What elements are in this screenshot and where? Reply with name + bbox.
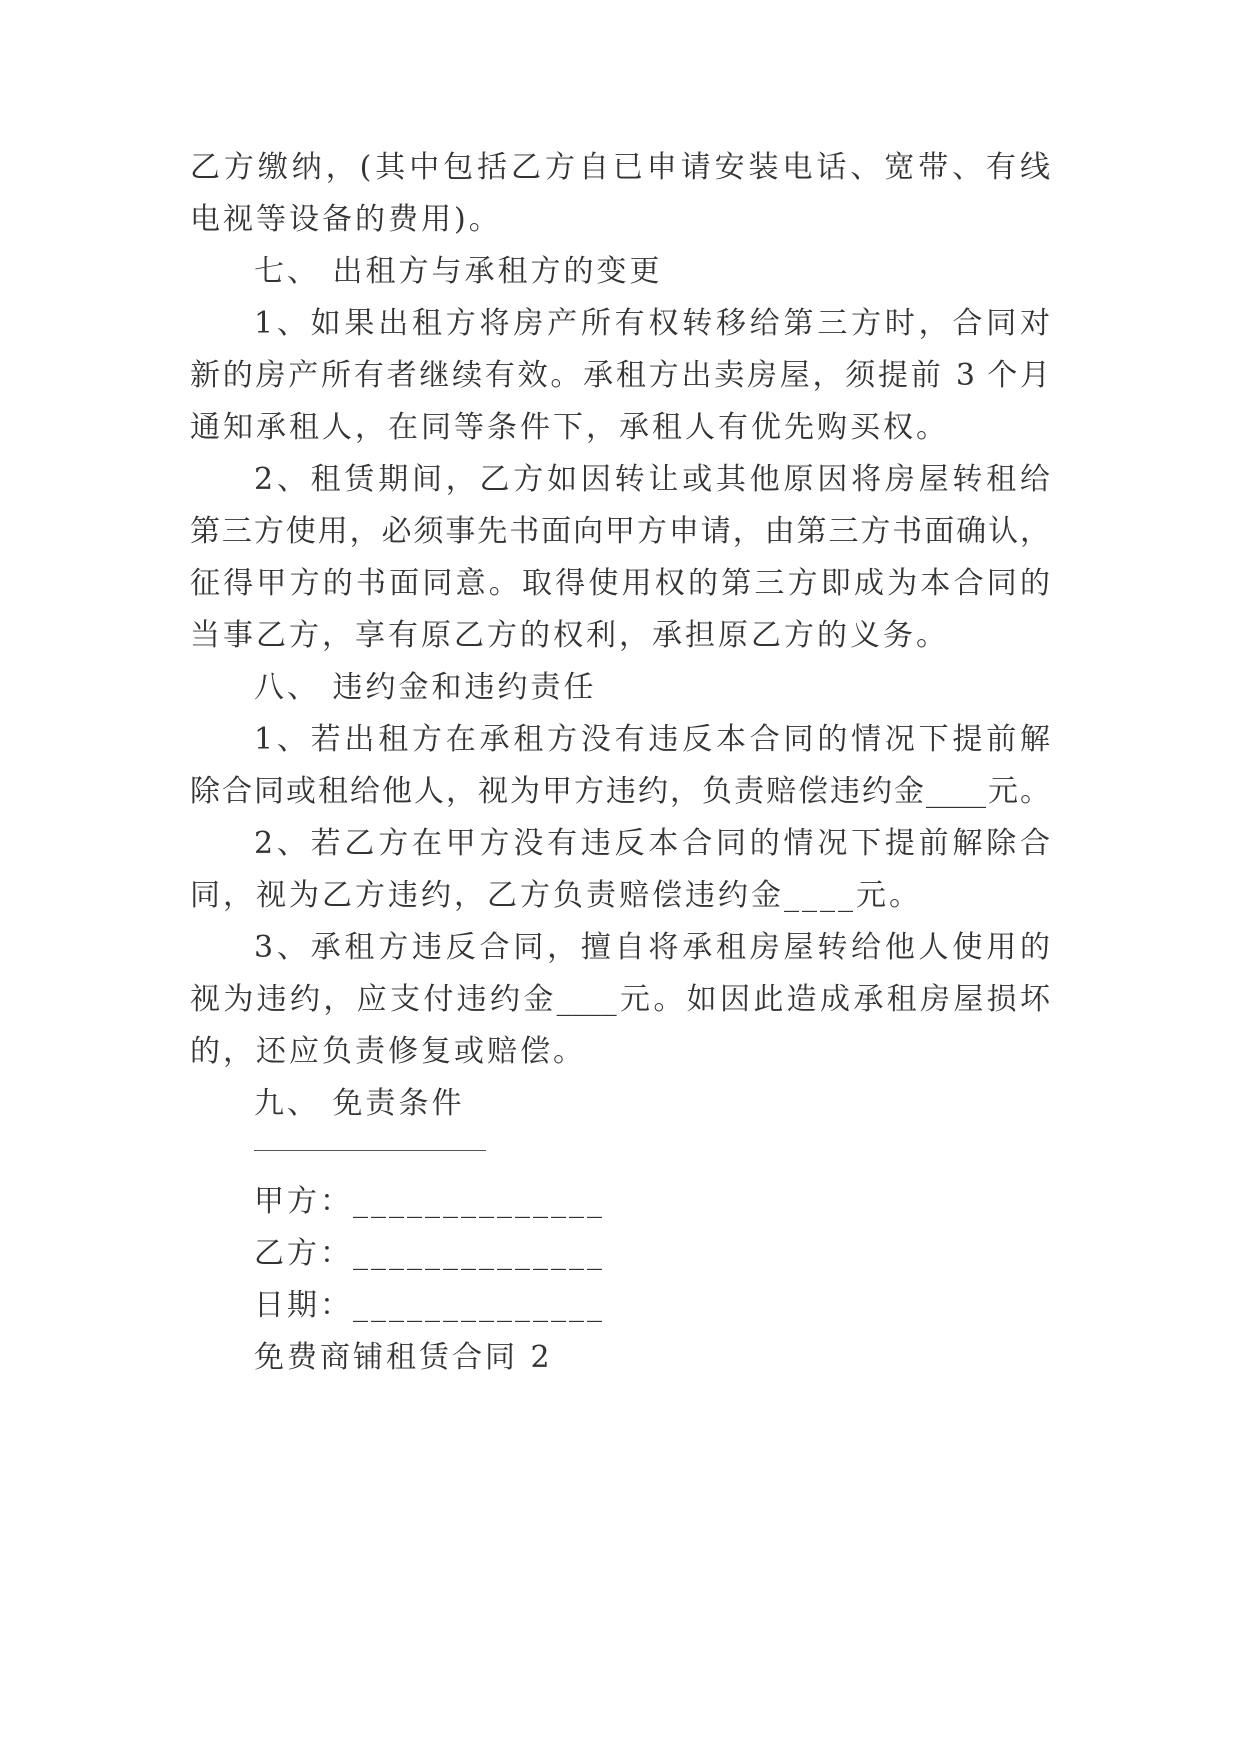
paragraph-line: 当事乙方，享有原乙方的权利，承担原乙方的义务。 (190, 618, 949, 653)
paragraph-line: 电视等设备的费用)。 (190, 202, 502, 237)
paragraph-line: 3、承租方违反合同，擅自将承租房屋转给他人使用的 (254, 930, 1050, 965)
paragraph-line: 新的房产所有者继续有效。承租方出卖房屋，须提前 3 个月 (190, 358, 1050, 393)
blank-rule (254, 1150, 486, 1151)
paragraph-line: 1、若出租方在承租方没有违反本合同的情况下提前解 (254, 722, 1050, 757)
paragraph-line: 通知承租人，在同等条件下，承租人有优先购买权。 (190, 410, 949, 445)
signature-party-b: 乙方：______________ (254, 1236, 605, 1271)
paragraph-line: 同，视为乙方违约，乙方负责赔偿违约金____元。 (190, 878, 922, 913)
next-document-title: 免费商铺租赁合同 2 (254, 1340, 553, 1375)
section-heading: 七、 出租方与承租方的变更 (254, 254, 663, 289)
paragraph-line: 1、如果出租方将房产所有权转移给第三方时，合同对 (254, 306, 1050, 341)
paragraph-line: 2、若乙方在甲方没有违反本合同的情况下提前解除合 (254, 826, 1050, 861)
signature-date: 日期：______________ (254, 1288, 605, 1323)
paragraph-line: 2、租赁期间，乙方如因转让或其他原因将房屋转租给 (254, 462, 1050, 497)
section-heading: 八、 违约金和违约责任 (254, 670, 597, 705)
paragraph-line: 视为违约，应支付违约金____元。如因此造成承租房屋损坏 (190, 982, 1050, 1017)
paragraph-line: 的，还应负责修复或赔偿。 (190, 1034, 586, 1069)
paragraph-line: 除合同或租给他人，视为甲方违约，负责赔偿违约金____元。 (190, 774, 1050, 809)
paragraph-line: 乙方缴纳，(其中包括乙方自已申请安装电话、宽带、有线 (190, 150, 1050, 185)
paragraph-line: 第三方使用，必须事先书面向甲方申请，由第三方书面确认， (190, 514, 1050, 549)
paragraph-line: 征得甲方的书面同意。取得使用权的第三方即成为本合同的 (190, 566, 1050, 601)
signature-party-a: 甲方：______________ (254, 1184, 605, 1219)
section-heading: 九、 免责条件 (254, 1086, 465, 1121)
